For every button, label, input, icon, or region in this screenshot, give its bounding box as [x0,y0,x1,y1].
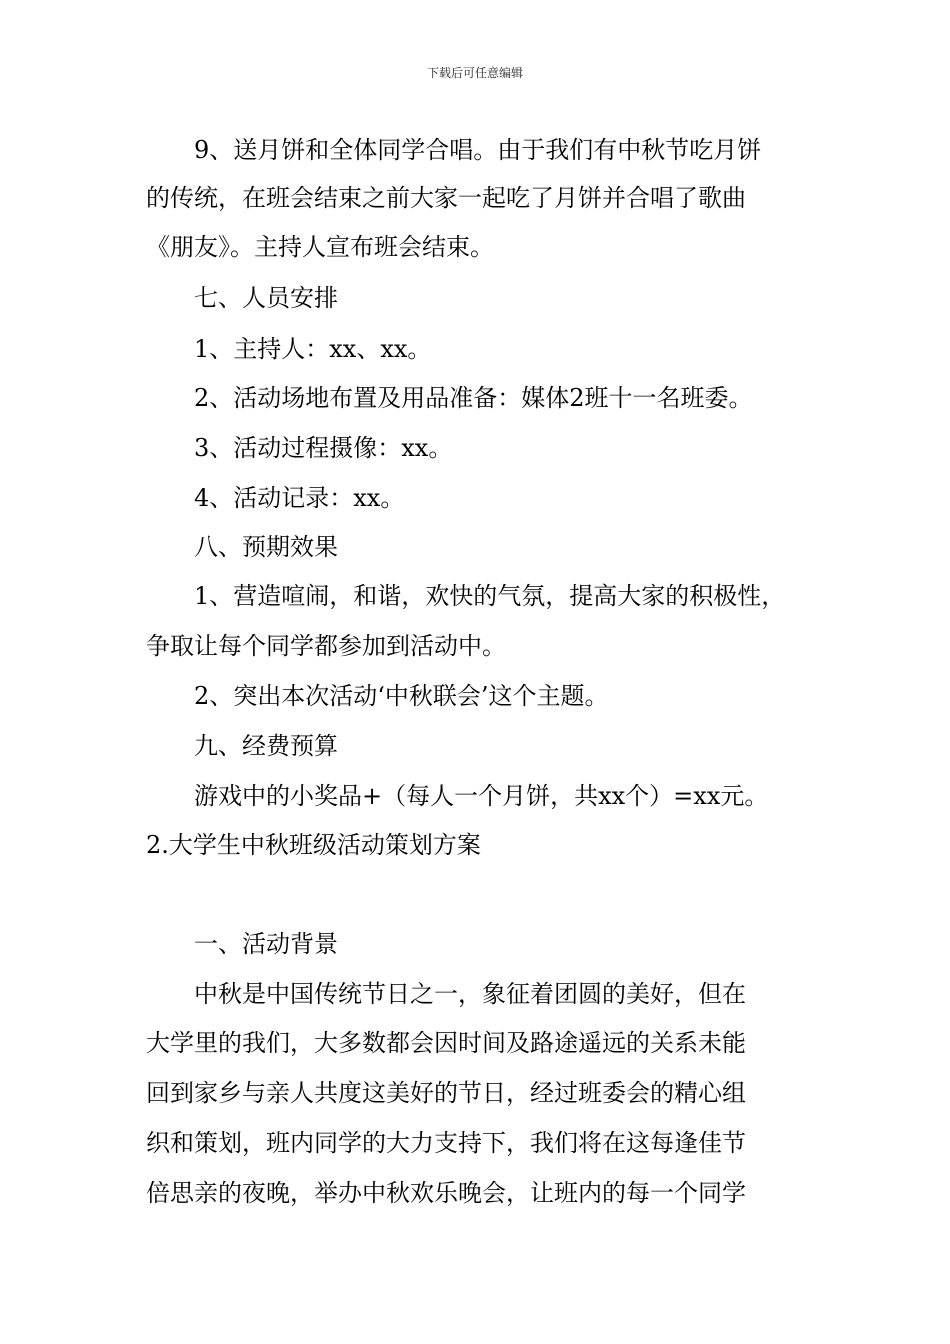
list-item: 2、活动场地布置及用品准备：媒体2班十一名班委。 [194,384,753,412]
paragraph-line: 大学里的我们，大多数都会因时间及路途遥远的关系未能 [146,1029,746,1057]
paragraph-line: 争取让每个同学都参加到活动中。 [146,632,506,660]
paragraph-line: 9、送月饼和全体同学合唱。由于我们有中秋节吃月饼 [194,136,762,164]
paragraph-line: 中秋是中国传统节日之一，象征着团圆的美好，但在 [194,980,746,1008]
list-item: 4、活动记录：xx。 [194,484,405,512]
list-item: 1、主持人：xx、xx。 [194,335,432,363]
paragraph-line: 织和策划，班内同学的大力支持下，我们将在这每逢佳节 [146,1129,746,1157]
document-title: 2.大学生中秋班级活动策划方案 [146,831,481,859]
paragraph-line: 游戏中的小奖品+（每人一个月饼，共xx个）=xx元。 [194,782,769,810]
section-heading: 九、经费预算 [194,732,338,760]
paragraph-line: 倍思亲的夜晚，举办中秋欢乐晚会，让班内的每一个同学 [146,1179,746,1207]
list-item: 1、营造喧闹，和谐，欢快的气氛，提高大家的积极性， [194,582,786,610]
list-item: 2、突出本次活动‘中秋联会’这个主题。 [194,682,609,710]
page-header: 下载后可任意编辑 [426,66,523,80]
paragraph-line: 回到家乡与亲人共度这美好的节日，经过班委会的精心组 [146,1079,746,1107]
section-heading: 七、人员安排 [194,284,338,312]
section-heading: 一、活动背景 [194,930,338,958]
paragraph-line: 的传统，在班会结束之前大家一起吃了月饼并合唱了歌曲 [146,184,746,212]
section-heading: 八、预期效果 [194,533,338,561]
paragraph-line: 《朋友》。主持人宣布班会结束。 [146,233,494,261]
list-item: 3、活动过程摄像：xx。 [194,434,453,462]
